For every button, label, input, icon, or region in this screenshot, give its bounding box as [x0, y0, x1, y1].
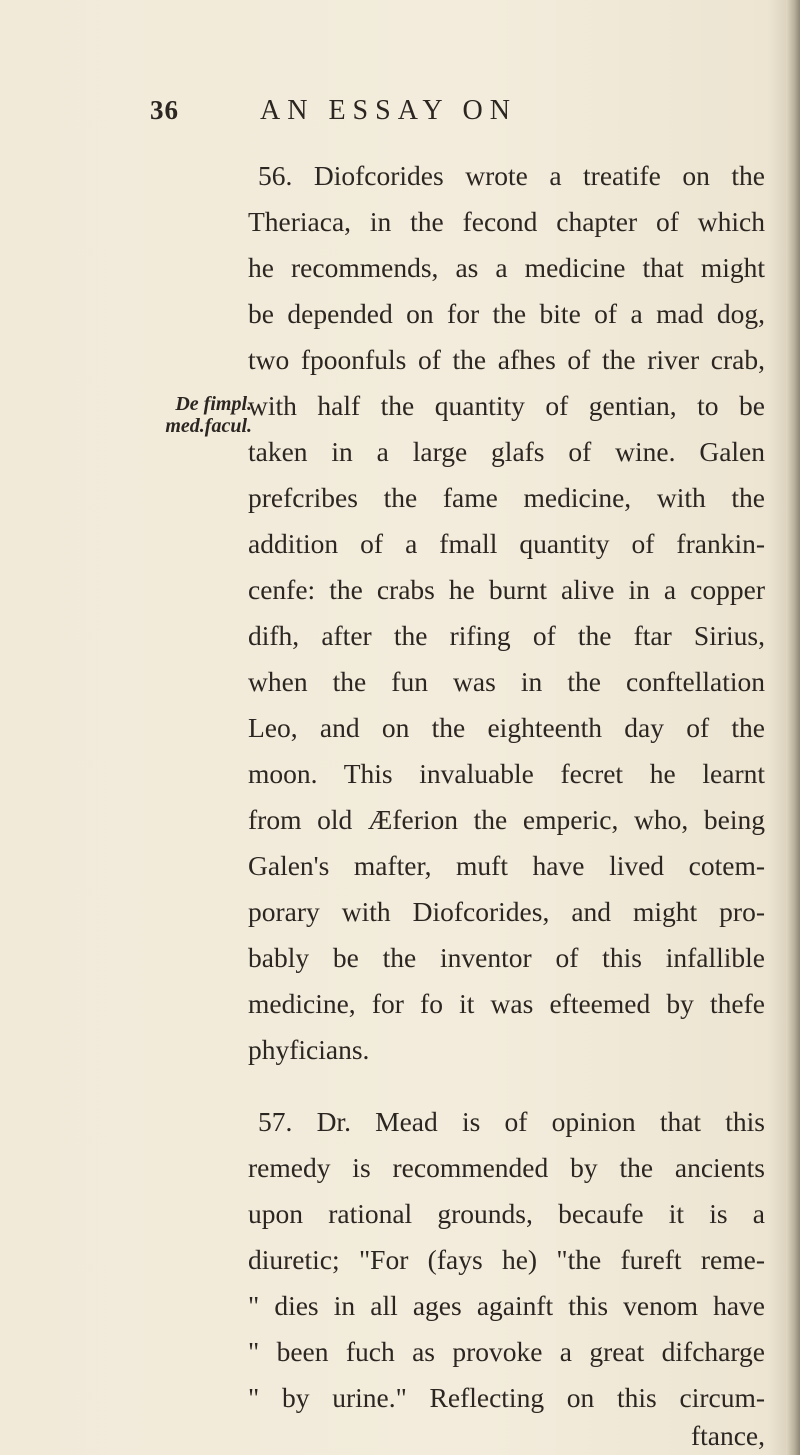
text-line: difh, after the rifing of the ftar Sirius,	[248, 620, 765, 651]
text-line: porary with Diofcorides, and might pro-	[248, 896, 765, 927]
text-line: prefcribes the fame medicine, with the	[248, 482, 765, 513]
text-line: " been fuch as provoke a great difcharge	[248, 1336, 765, 1367]
text-line: upon rational grounds, becaufe it is a	[248, 1198, 765, 1229]
text-line: he recommends, as a medicine that might	[248, 252, 765, 283]
text-line: bably be the inventor of this infallible	[248, 942, 765, 973]
text-line: Leo, and on the eighteenth day of the	[248, 712, 765, 743]
text-line: Galen's mafter, muft have lived cotem-	[248, 850, 765, 881]
text-line: Theriaca, in the fecond chapter of which	[248, 206, 765, 237]
text-line: diuretic; "For (fays he) "the fureft reme-	[248, 1244, 765, 1275]
text-line: addition of a fmall quantity of frankin-	[248, 528, 765, 559]
margin-note-line: med.facul.	[165, 415, 252, 437]
text-line: medicine, for fo it was efteemed by thefe	[248, 988, 765, 1019]
text-line: taken in a large glafs of wine. Galen	[248, 436, 765, 467]
text-line: with half the quantity of gentian, to be	[248, 390, 765, 421]
text-line: two fpoonfuls of the afhes of the river crab,	[248, 344, 765, 375]
page-edge-shadow	[786, 0, 800, 1455]
text-line: from old Æferion the emperic, who, being	[248, 804, 765, 835]
page-number: 36	[150, 95, 179, 125]
text-line: " dies in all ages againft this venom have	[248, 1290, 765, 1321]
text-line: be depended on for the bite of a mad dog,	[248, 298, 765, 329]
text-line: phyficians.	[248, 1034, 370, 1065]
page-header	[0, 95, 800, 135]
text-line: remedy is recommended by the ancients	[248, 1152, 765, 1183]
text-line: cenfe: the crabs he burnt alive in a copper	[248, 574, 765, 605]
margin-note-line: De fimpl.	[175, 393, 252, 415]
text-line: 57. Dr. Mead is of opinion that this	[258, 1106, 765, 1137]
text-line: moon. This invaluable fecret he learnt	[248, 758, 765, 789]
running-head: AN ESSAY ON	[260, 95, 517, 126]
text-line: " by urine." Reflecting on this circum-	[248, 1382, 765, 1413]
text-line: 56. Diofcorides wrote a treatife on the	[258, 160, 765, 191]
margin-note	[128, 393, 252, 437]
text-line: when the fun was in the conftellation	[248, 666, 765, 697]
catchword: ftance,	[690, 1420, 765, 1451]
